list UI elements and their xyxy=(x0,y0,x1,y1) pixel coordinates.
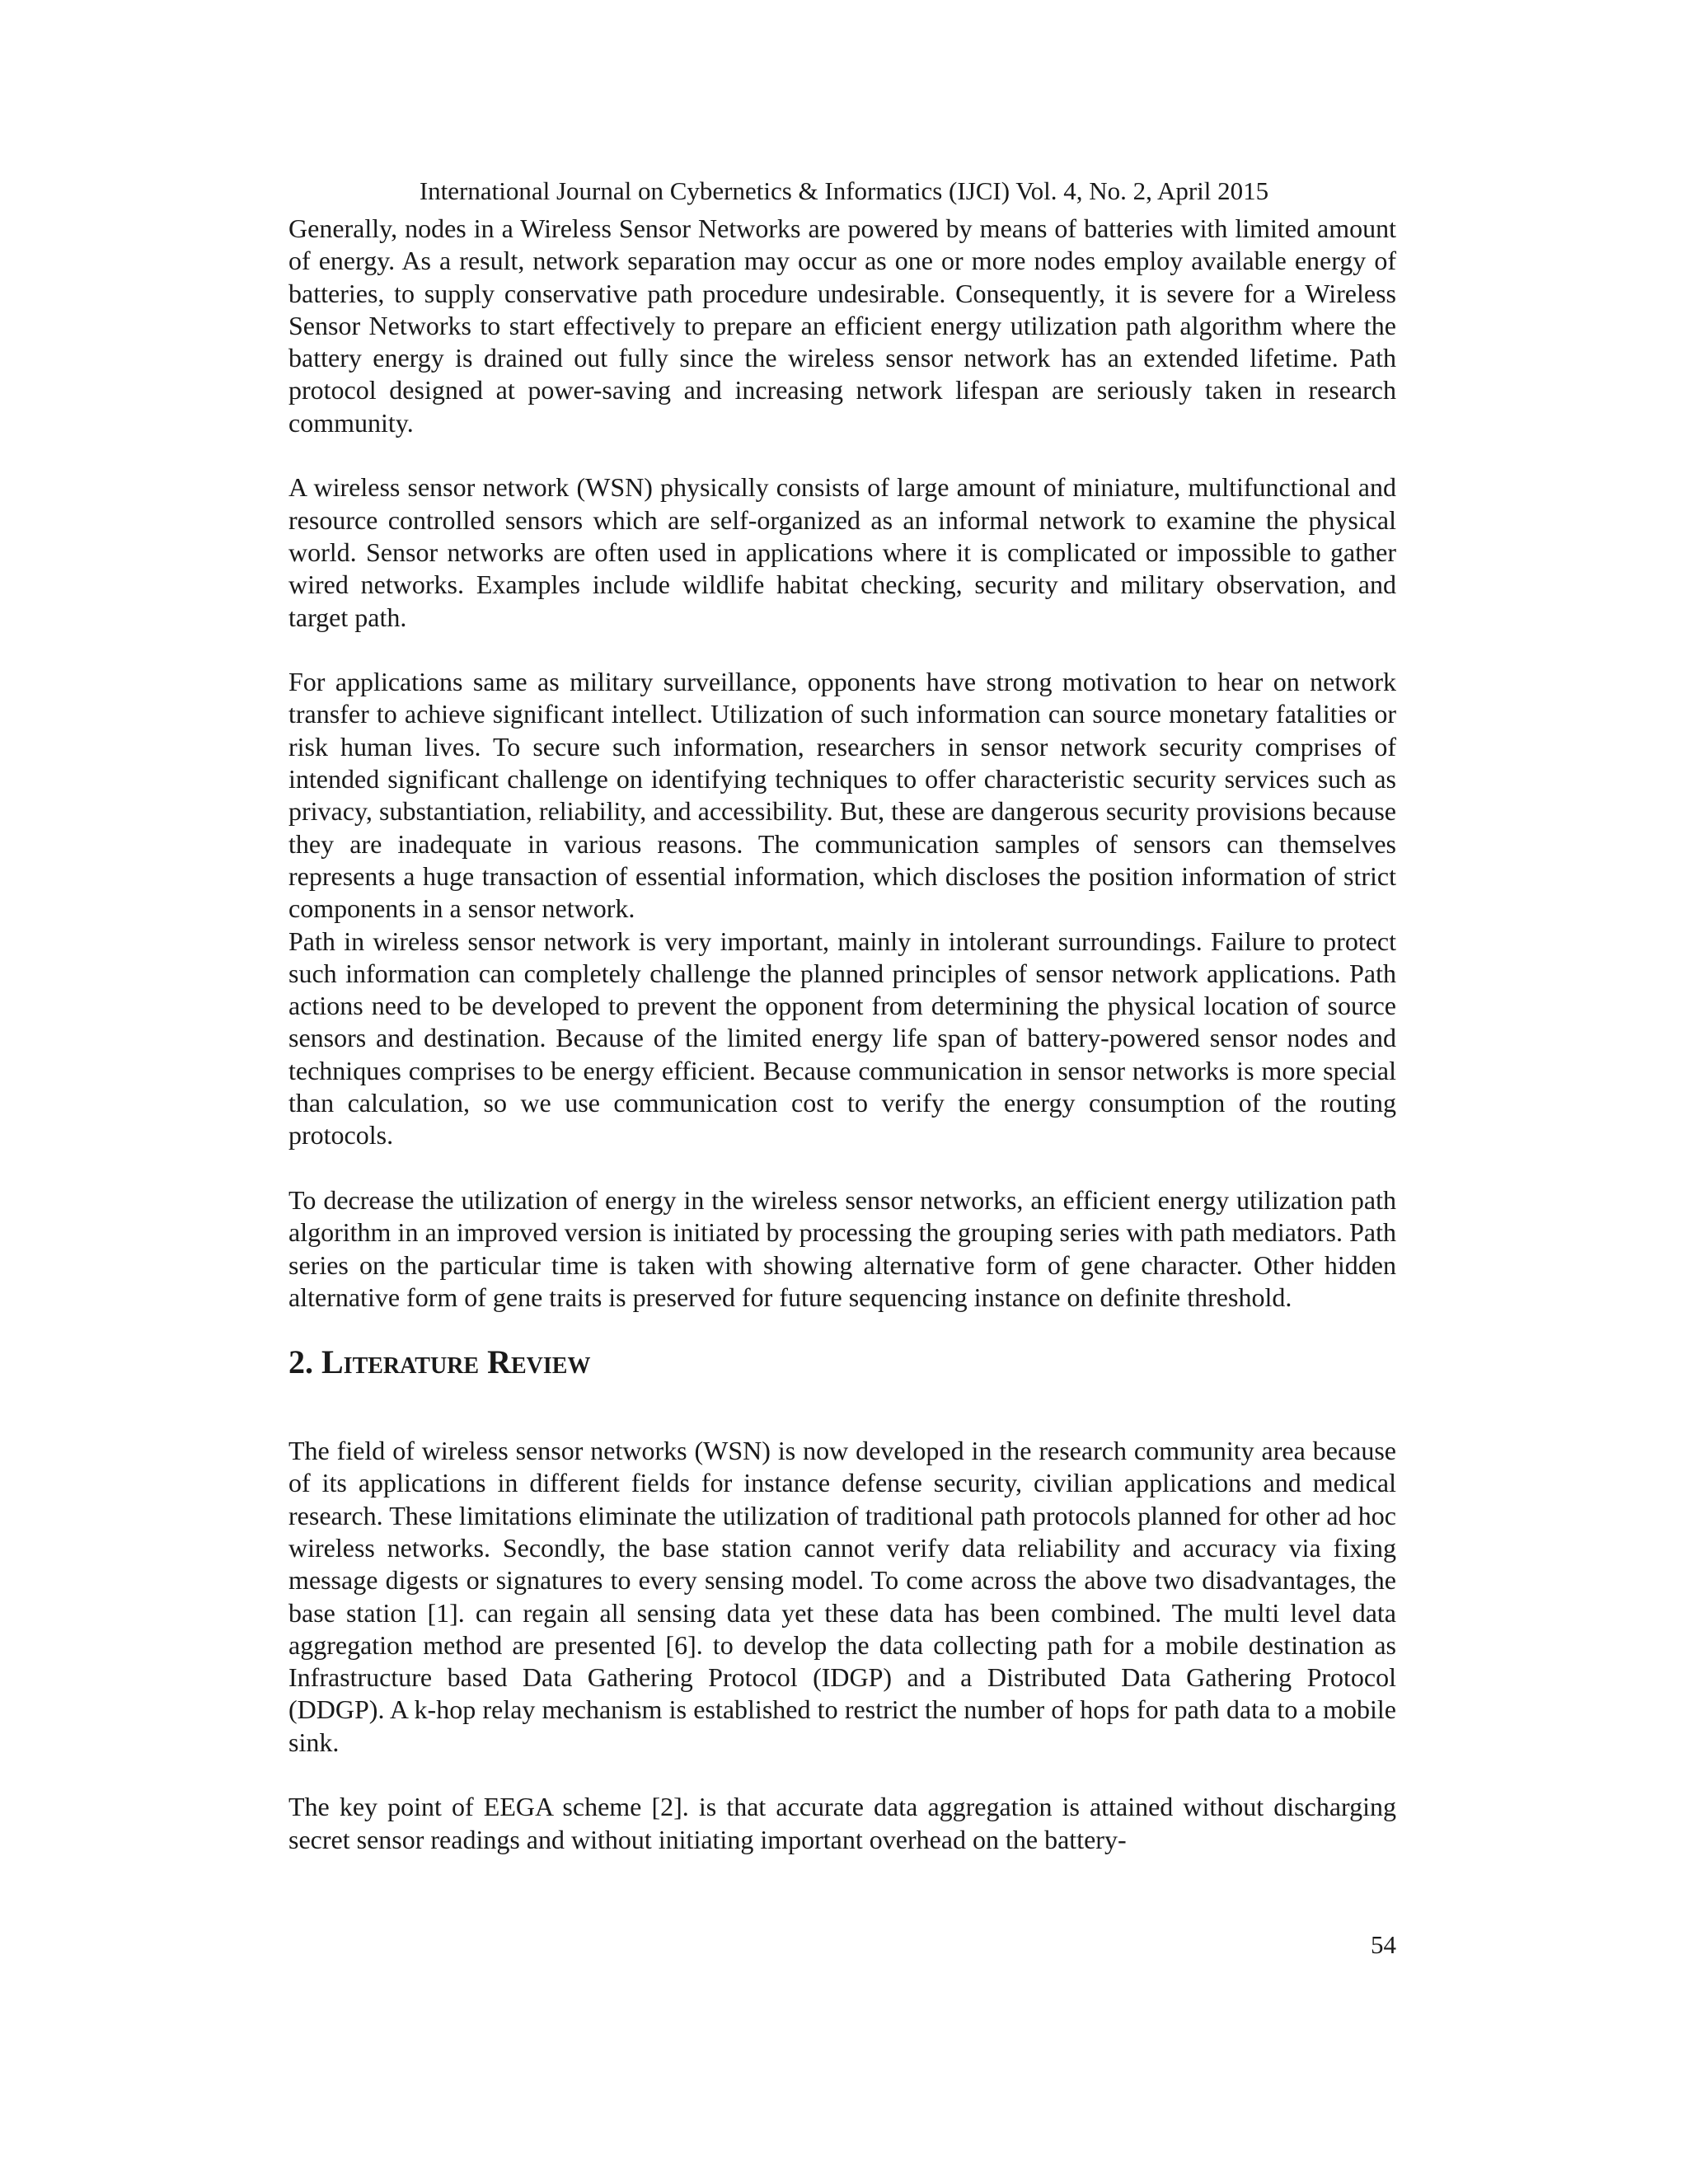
section-number: 2. xyxy=(288,1343,313,1381)
paragraph-wsn-definition: A wireless sensor network (WSN) physically consists of large amount of miniature, multifunctional and resource controlled sensors which are self-organized as an informal network to examine the physical world. Sensor networks are often used in applications where it is complicated or impossible to gather wired networks. Examples include wildlife habitat checking, security and military observation, and target path. xyxy=(288,472,1396,632)
running-header: International Journal on Cybernetics & Informatics (IJCI) Vol. 4, No. 2, April 2015 xyxy=(419,176,1269,205)
page-number: 54 xyxy=(1371,1930,1396,1959)
paragraph-eega-scheme: The key point of EEGA scheme [2]. is that accurate data aggregation is attained without discharging secret sensor readings and without initiating important overhead on the battery- xyxy=(288,1792,1396,1854)
paragraph-energy-utilization: To decrease the utilization of energy in the wireless sensor networks, an efficient energy utilization path algorithm in an improved version is initiated by processing the grouping series with path mediators. Path series on the particular time is taken with showing alternative form of gene character. Other hidden alternative form of gene traits is preserved for future sequencing instance on definite threshold. xyxy=(288,1184,1396,1312)
section-title: Literature Review xyxy=(321,1343,591,1381)
paragraph-battery-energy: Generally, nodes in a Wireless Sensor Networks are powered by means of batteries with limited amount of energy. As a result, network separation may occur as one or more nodes employ available energy of batteries, to supply conservative path procedure undesirable. Consequently, it is severe for a Wireless Sensor Networks to start effectively to prepare an efficient energy utilization path algorithm where the battery energy is drained out fully since the wireless sensor network has an extended lifetime. Path protocol designed at power-saving and increasing network lifespan are seriously taken in research community. xyxy=(288,213,1396,438)
paragraph-wsn-field: The field of wireless sensor networks (WSN) is now developed in the research community area because of its applications in different fields for instance defense security, civilian applications and medical research. These limitations eliminate the utilization of traditional path protocols planned for other ad hoc wireless networks. Secondly, the base station cannot verify data reliability and accuracy via fixing message digests or signatures to every sensing model. To come across the above two disadvantages, the base station [1]. can regain all sensing data yet these data has been combined. The multi level data aggregation method are presented [6]. to develop the data collecting path for a mobile destination as Infrastructure based Data Gathering Protocol (IDGP) and a Distributed Data Gathering Protocol (DDGP). A k-hop relay mechanism is established to restrict the number of hops for path data to a mobile sink. xyxy=(288,1436,1396,1757)
paragraph-path-importance: Path in wireless sensor network is very important, mainly in intolerant surroundings. Failure to protect such information can completely challenge the planned principles of sensor network applications. Path actions need to be developed to prevent the opponent from determining the physical location of source sensors and destination. Because of the limited energy life span of battery-powered sensor nodes and techniques comprises to be energy efficient. Because communication in sensor networks is more special than calculation, so we use communication cost to verify the energy consumption of the routing protocols. xyxy=(288,926,1396,1151)
paragraph-military-surveillance: For applications same as military surveillance, opponents have strong motivation to hear on network transfer to achieve significant intellect. Utilization of such information can source monetary fatalities or risk human lives. To secure such information, researchers in sensor network security comprises of intended significant challenge on identifying techniques to offer characteristic security services such as privacy, substantiation, reliability, and accessibility. But, these are dangerous security provisions because they are inadequate in various reasons. The communication samples of sensors can themselves represents a huge transaction of essential information, which discloses the position information of strict components in a sensor network. xyxy=(288,667,1396,924)
body-column xyxy=(288,213,1396,1856)
section-heading-literature-review xyxy=(288,1343,1396,1382)
